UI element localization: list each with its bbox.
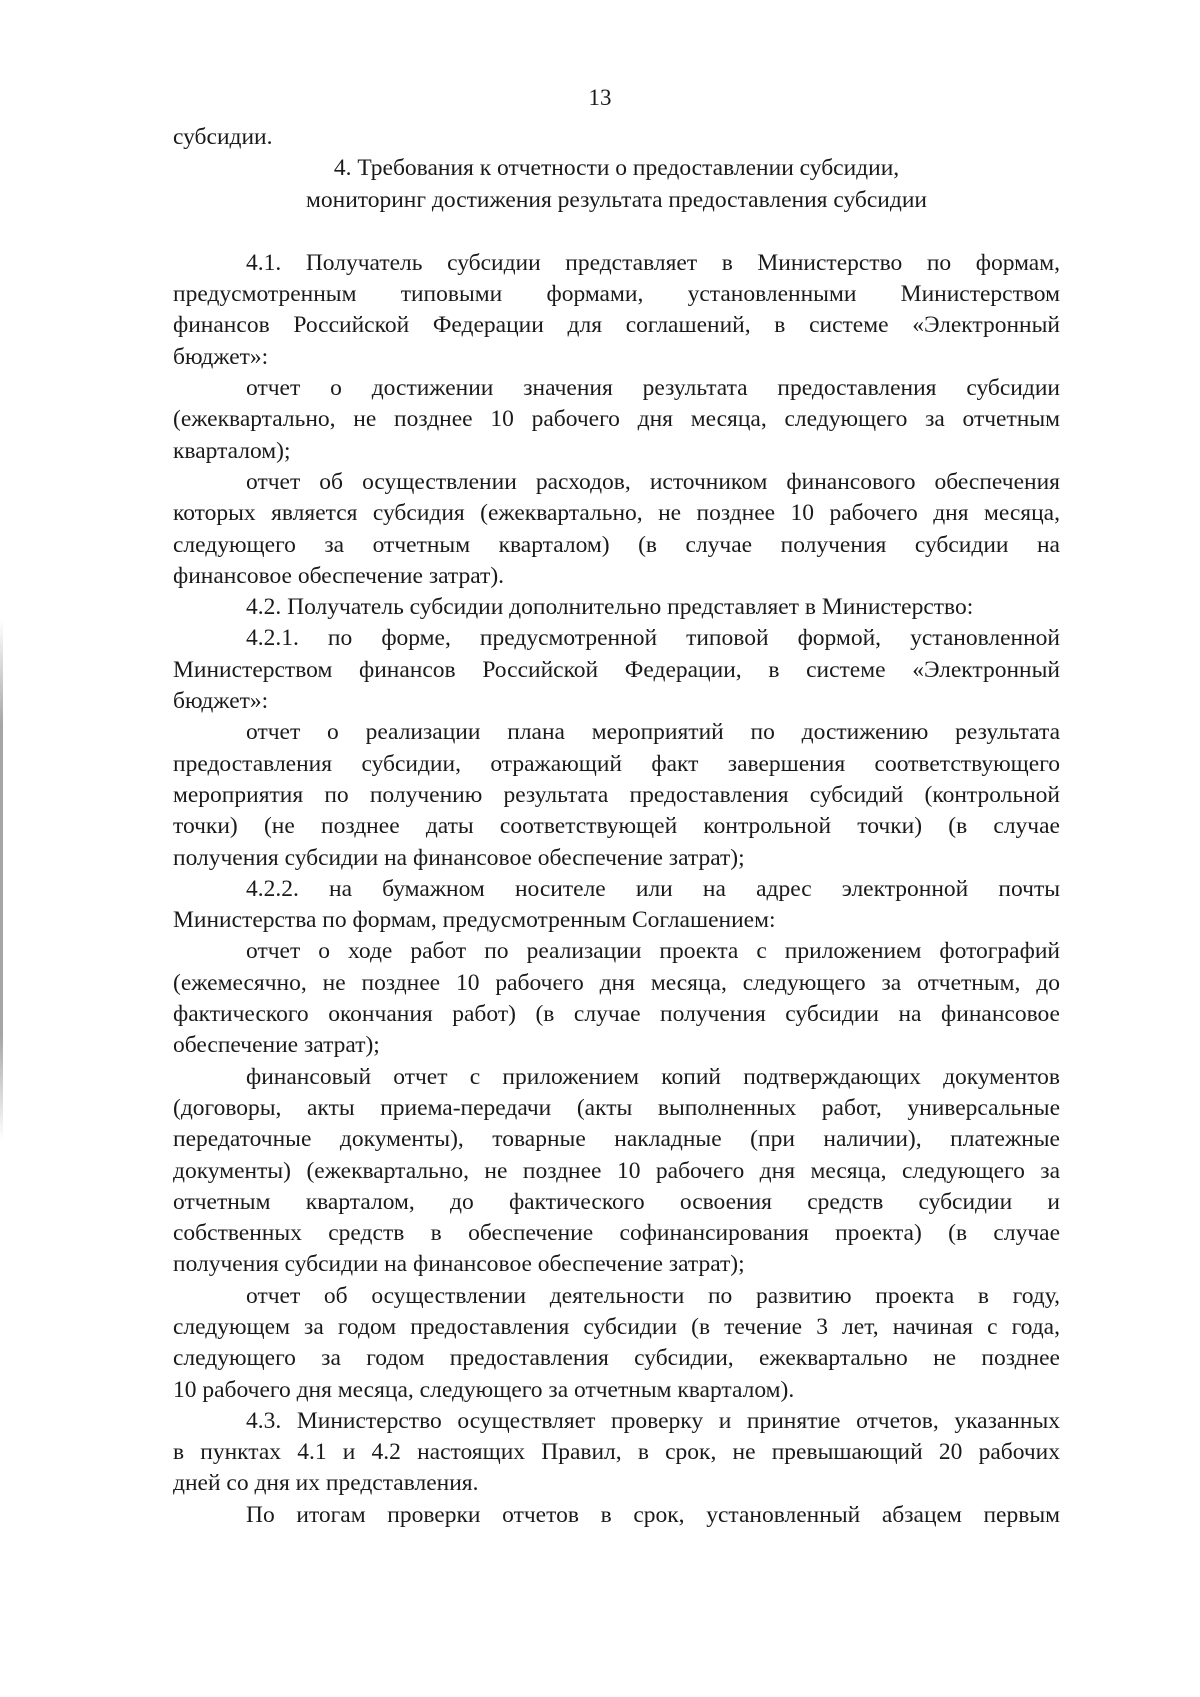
text-line: Министерства по формам, предусмотренным Соглашением: <box>173 907 776 934</box>
text-line: отчет об осуществлении расходов, источником финансового обеспечения <box>246 468 1060 495</box>
text-line: следующего за годом предоставления субсидии, ежеквартально не позднее <box>173 1345 1060 1372</box>
text-line: передаточные документы), товарные накладные (при наличии), платежные <box>173 1126 1060 1153</box>
paragraph-gap <box>173 216 1060 248</box>
text-line: Министерством финансов Российской Федерации, в системе «Электронный <box>173 656 1060 683</box>
text-line: мероприятия по получению результата предоставления субсидий (контрольной <box>173 781 1060 808</box>
text-line: 4.1. Получатель субсидии представляет в Министерство по формам, <box>246 249 1060 276</box>
document-body <box>173 122 1060 1531</box>
text-line: получения субсидии на финансовое обеспечение затрат); <box>173 844 745 871</box>
text-line: финансовый отчет с приложением копий подтверждающих документов <box>246 1063 1060 1090</box>
text-line: следующего за отчетным кварталом) (в случае получения субсидии на <box>173 531 1060 558</box>
section-heading-line: 4. Требования к отчетности о предоставлении субсидии, <box>333 155 900 182</box>
text-line: бюджет»: <box>173 343 269 370</box>
text-line: 4.2.1. по форме, предусмотренной типовой формой, установленной <box>246 625 1060 652</box>
text-line: 10 рабочего дня месяца, следующего за отчетным кварталом). <box>173 1376 795 1403</box>
text-line: (договоры, акты приема-передачи (акты выполненных работ, универсальные <box>173 1094 1060 1121</box>
text-line: отчет о ходе работ по реализации проекта с приложением фотографий <box>246 938 1060 965</box>
text-line: отчет о реализации плана мероприятий по достижению результата <box>246 719 1060 746</box>
section-heading-line: мониторинг достижения результата предоставления субсидии <box>306 186 927 213</box>
text-line: субсидии. <box>173 124 273 150</box>
text-line: отчет об осуществлении деятельности по развитию проекта в году, <box>246 1282 1060 1309</box>
text-line: предусмотренным типовыми формами, установленными Министерством <box>173 281 1060 308</box>
text-line: предоставления субсидии, отражающий факт завершения соответствующего <box>173 750 1060 777</box>
text-line: (ежемесячно, не позднее 10 рабочего дня месяца, следующего за отчетным, до <box>173 969 1060 996</box>
text-line: получения субсидии на финансовое обеспечение затрат); <box>173 1251 745 1278</box>
text-line: кварталом); <box>173 437 291 464</box>
text-line: 4.2.2. на бумажном носителе или на адрес электронной почты <box>246 875 1060 902</box>
text-line: По итогам проверки отчетов в срок, установленный абзацем первым <box>246 1501 1060 1528</box>
text-line: финансовое обеспечение затрат). <box>173 562 505 589</box>
text-line: обеспечение затрат); <box>173 1032 380 1059</box>
scan-edge-shadow <box>0 620 3 1140</box>
text-line: собственных средств в обеспечение софинансирования проекта) (в случае <box>173 1220 1060 1247</box>
text-line: отчет о достижении значения результата предоставления субсидии <box>246 375 1060 402</box>
text-line: которых является субсидия (ежеквартально, не позднее 10 рабочего дня месяца, <box>173 500 1060 527</box>
text-line: точки) (не позднее даты соответствующей контрольной точки) (в случае <box>173 813 1060 840</box>
text-line: фактического окончания работ) (в случае получения субсидии на финансовое <box>173 1001 1060 1028</box>
text-line: документы) (ежеквартально, не позднее 10 рабочего дня месяца, следующего за <box>173 1157 1060 1184</box>
text-line: 4.2. Получатель субсидии дополнительно представляет в Министерство: <box>246 594 974 621</box>
text-line: финансов Российской Федерации для соглашений, в системе «Электронный <box>173 312 1060 339</box>
text-line: 4.3. Министерство осуществляет проверку и принятие отчетов, указанных <box>246 1407 1060 1434</box>
text-line: отчетным кварталом, до фактического освоения средств субсидии и <box>173 1188 1060 1215</box>
page-number: 13 <box>588 85 612 110</box>
text-line: следующем за годом предоставления субсидии (в течение 3 лет, начиная с года, <box>173 1313 1060 1340</box>
text-line: в пунктах 4.1 и 4.2 настоящих Правил, в срок, не превышающий 20 рабочих <box>173 1439 1060 1466</box>
text-line: (ежеквартально, не позднее 10 рабочего дня месяца, следующего за отчетным <box>173 406 1060 433</box>
text-line: бюджет»: <box>173 688 269 715</box>
text-line: дней со дня их представления. <box>173 1470 479 1497</box>
